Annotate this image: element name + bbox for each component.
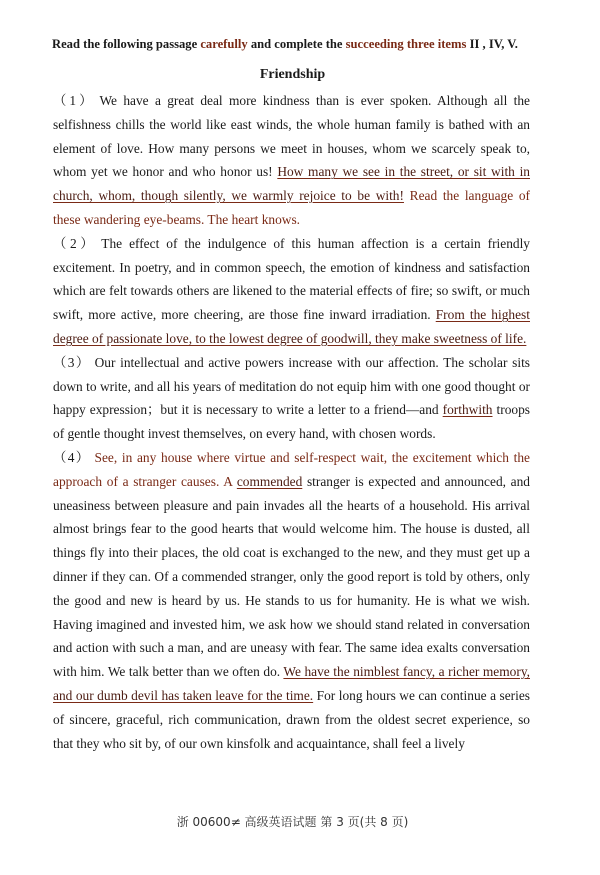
instruction-highlight-items: succeeding three items bbox=[345, 37, 467, 51]
underlined-sentence: We have the nimblest fancy, a richer memory, and our dumb devil has taken leave for the time. bbox=[53, 664, 530, 703]
instruction-highlight-carefully: carefully bbox=[200, 37, 248, 51]
underlined-word: commended bbox=[236, 473, 303, 489]
paragraph-number: （3） bbox=[53, 354, 91, 370]
paragraph-text: stranger is expected and announced, and uneasiness between pleasure and pain invades all the hearts of a household. His arrival almost brings fear to the good hearts that would welcome him. The house is dusted, all things fly into their places, the old coat is exchanged to the new, and they must get up a dinner if they can. Of a commended stranger, only the good report is told by others, only the good and new is heard by us. He stands to us for humanity. He is what we wish. Having imagined and invested him, we ask how we should stand related in conversation and action with such a man, and are uneasy with fear. The same idea exalts conversation with him. We talk better than we often do. bbox=[53, 473, 531, 680]
paragraph-number: （1） bbox=[53, 93, 96, 108]
paragraph-text: Our intellectual and active powers increase with our affection. The scholar sits down to write, and all his years of meditation do not equip him with one good thought or happy expression；but it is necessary to write a letter to a friend—and bbox=[53, 354, 530, 418]
paragraph-text: We have a great deal more kindness than is ever spoken. Although all the selfishness chills the world like east winds, the whole human family is bathed with an element of love. How many persons we meet in houses, whom we scarcely speak to, whom yet we honor and who honor us! bbox=[53, 93, 530, 180]
instruction-text-2: and complete the bbox=[247, 37, 346, 51]
paragraph-text: troops of gentle thought invest themselves, on every hand, with chosen words. bbox=[53, 402, 531, 442]
underlined-word: forthwith bbox=[442, 402, 493, 418]
paragraph-text-annotated: See, in any house where virtue and self-respect wait, the excitement which the approach of a stranger causes. A bbox=[53, 449, 530, 489]
paragraph-text: The effect of the indulgence of this human affection is a certain friendly excitement. In poetry, and in common speech, the emotion of kindness and satisfaction which are felt towards others are likened to the material effects of fire; so swift, or much swift, more active, more cheering, are those fine inward irradiation. bbox=[53, 235, 530, 323]
page-footer: 浙 00600≠ 高级英语试题 第 3 页(共 8 页) bbox=[176, 815, 409, 829]
underlined-sentence: From the highest degree of passionate love, to the lowest degree of goodwill, they make sweetness of life. bbox=[53, 307, 530, 346]
paragraph-2 bbox=[53, 232, 530, 351]
instruction-item-numbers: II , IV, V. bbox=[466, 37, 518, 51]
paragraph-number: （2） bbox=[53, 235, 98, 251]
instruction-line bbox=[52, 37, 572, 52]
paragraph-3 bbox=[53, 351, 530, 446]
passage-title: Friendship bbox=[259, 67, 326, 82]
paragraph-number: （4） bbox=[53, 449, 91, 465]
instruction-text-1: Read the following passage bbox=[52, 37, 201, 51]
paragraph-text-annotated: Read the language of these wandering eye-beams. The heart knows. bbox=[53, 188, 530, 227]
paragraph-1 bbox=[53, 89, 530, 232]
paragraph-4 bbox=[53, 446, 530, 755]
underlined-sentence: How many we see in the street, or sit with in church, whom, though silently, we warmly rejoice to be with! bbox=[53, 164, 530, 204]
paragraph-text: For long hours we can continue a series of sincere, graceful, rich communication, drawn from the oldest secret experience, so that they who sit by, of our own kinsfolk and acquaintance, shall feel a lively bbox=[53, 687, 530, 751]
passage-body bbox=[53, 89, 530, 755]
